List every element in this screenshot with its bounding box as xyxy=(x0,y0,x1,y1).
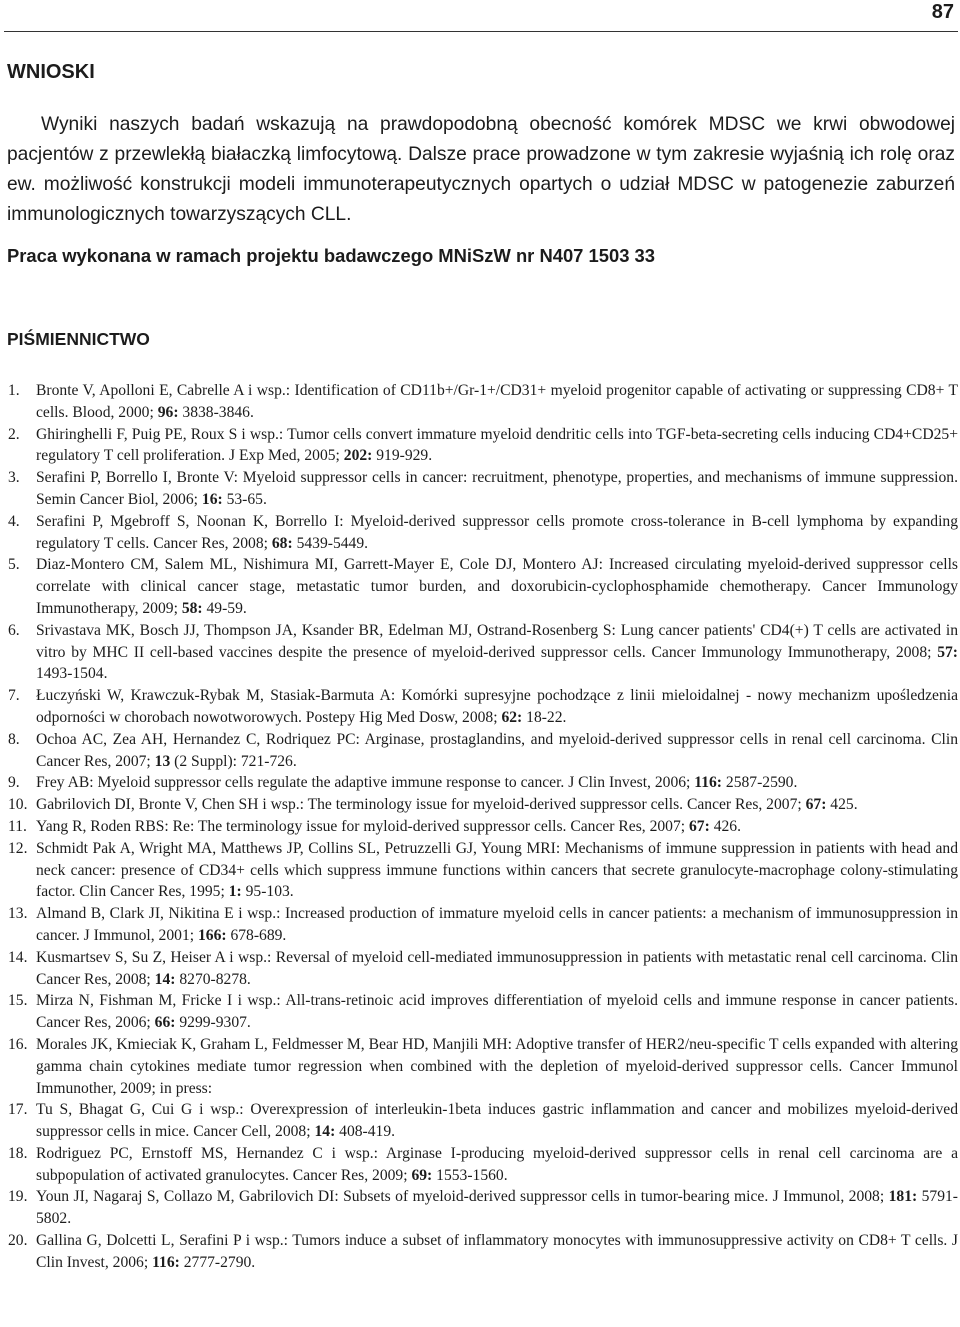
reference-number: 17. xyxy=(8,1101,28,1119)
reference-number: 14. xyxy=(8,948,28,966)
reference-item xyxy=(8,838,958,903)
reference-text: Łuczyński W, Krawczuk-Rybak M, Stasiak-Barmuta A: Komórki supresyjne pochodzące z linii mieloidalnej - nowy mechanizm upośledzenia odporności w chorobach nowotworowych. Postepy Hig Med Dosw, 2008; xyxy=(36,687,958,726)
header-rule xyxy=(4,31,958,32)
reference-pages: 5439-5449. xyxy=(292,534,369,552)
reference-text: Ochoa AC, Zea AH, Hernandez C, Rodriquez PC: Arginase, prostaglandins, and myeloid-derived suppressor cells in renal cell carcinoma. Clin Cancer Res, 2007; xyxy=(36,730,958,770)
reference-volume: 67: xyxy=(689,817,710,835)
reference-text: Schmidt Pak A, Wright MA, Matthews JP, Collins SL, Petruzzelli GJ, Young MRI: Mechanisms of immune suppression in patients with head and neck cancer: presence of CD34+ cells which suppress immune functions within cancers that secrete granulocyte-macrophage colony-stimulating factor. Clin Cancer Res, 1995; xyxy=(36,839,958,901)
reference-number: 6. xyxy=(8,621,20,639)
reference-volume: 66: xyxy=(154,1014,176,1032)
reference-pages: 8270-8278. xyxy=(175,970,251,988)
reference-item xyxy=(8,990,958,1034)
reference-item xyxy=(8,1230,958,1274)
reference-item xyxy=(8,1099,958,1143)
reference-volume: 16: xyxy=(201,490,223,508)
reference-text: Morales JK, Kmieciak K, Graham L, Feldmesser M, Bear HD, Manjili MH: Adoptive transfer of HER2/neu-specific T cells expanded with altering gamma chain cytokines mediate tumor regression when combined with the depletion of myeloid-derived suppressor cells. Cancer Immunol Immunother, 2009; in press: xyxy=(36,1035,958,1097)
reference-volume: 116: xyxy=(152,1253,180,1271)
reference-text: Mirza N, Fishman M, Fricke I i wsp.: All-trans-retinoic acid improves differentiation of myeloid cells and immune response in cancer patients. Cancer Res, 2006; xyxy=(36,992,958,1032)
page-number: 87 xyxy=(931,1,954,23)
references-heading: PIŚMIENNICTWO xyxy=(7,329,150,349)
reference-volume: 69: xyxy=(411,1166,433,1184)
reference-item xyxy=(8,1143,958,1187)
reference-number: 12. xyxy=(8,839,28,857)
reference-text: Kusmartsev S, Su Z, Heiser A i wsp.: Reversal of myeloid cell-mediated immunosuppression in patients with metastatic renal cell carcinoma. Clin Cancer Res, 2008; xyxy=(36,948,958,988)
reference-volume: 67: xyxy=(805,796,827,814)
reference-pages: 5791-5802. xyxy=(36,1188,958,1228)
reference-text: Diaz-Montero CM, Salem ML, Nishimura MI, Garrett-Mayer E, Cole DJ, Montero AJ: Increased circulating myeloid-derived suppressor cells correlate with clinical cancer stage, metastatic tumor burden, and doxorubicin-cyclophosphamide chemotherapy. Cancer Immunology Immunotherapy, 2009; xyxy=(36,556,958,617)
reference-number: 9. xyxy=(8,774,20,792)
reference-text: Frey AB: Myeloid suppressor cells regulate the adaptive immune response to cancer. J Clin Invest, 2006; xyxy=(36,774,695,792)
reference-number: 16. xyxy=(8,1035,28,1053)
reference-text: Srivastava MK, Bosch JJ, Thompson JA, Ksander BR, Edelman MJ, Ostrand-Rosenberg S: Lung cancer patients' CD4(+) T cells are activated in vitro by MHC II cell-based vaccines despite the presence of myeloid-derived suppressor cells. Cancer Immunology Immunotherapy, 2008; xyxy=(36,621,958,661)
reference-pages: 426. xyxy=(709,817,741,835)
reference-volume: 58: xyxy=(181,599,203,617)
reference-text: Ghiringhelli F, Puig PE, Roux S i wsp.: Tumor cells convert immature myeloid dendritic cells into TGF-beta-secreting cells inducing CD4+CD25+ regulatory T cell proliferation. J Exp Med, 2005; xyxy=(36,425,958,465)
reference-text: Rodriguez PC, Ernstoff MS, Hernandez C i wsp.: Arginase I-producing myeloid-derived suppressor cells in renal cell carcinoma are a subpopulation of activated granulocytes. Cancer Res, 2009; xyxy=(36,1144,958,1184)
reference-volume: 96: xyxy=(157,403,179,421)
reference-pages: 95-103. xyxy=(241,883,294,901)
reference-item xyxy=(8,620,958,685)
reference-number: 1. xyxy=(8,382,20,399)
reference-pages: 678-689. xyxy=(226,926,287,944)
references-list xyxy=(8,380,958,1274)
reference-volume: 166: xyxy=(197,926,227,944)
reference-item xyxy=(8,424,958,468)
reference-number: 15. xyxy=(8,992,28,1010)
reference-volume: 13 xyxy=(154,752,171,770)
reference-item xyxy=(8,903,958,947)
reference-pages: 2587-2590. xyxy=(722,774,798,792)
reference-item xyxy=(8,1186,958,1230)
reference-pages: 919-929. xyxy=(372,447,433,465)
reference-item xyxy=(8,1034,958,1099)
reference-pages: (2 Suppl): 721-726. xyxy=(170,752,297,770)
funding-statement: Praca wykonana w ramach projektu badawczego MNiSzW nr N407 1503 33 xyxy=(7,245,656,266)
reference-number: 18. xyxy=(8,1144,28,1162)
reference-number: 11. xyxy=(8,817,27,835)
reference-text: Tu S, Bhagat G, Cui G i wsp.: Overexpression of interleukin-1beta induces gastric inflammation and cancer and mobilizes myeloid-derived suppressor cells in mice. Cancer Cell, 2008; xyxy=(36,1101,958,1141)
reference-item xyxy=(8,794,958,816)
reference-volume: 202: xyxy=(343,447,373,465)
reference-item xyxy=(8,380,958,424)
reference-volume: 57: xyxy=(937,643,958,661)
reference-volume: 14: xyxy=(314,1123,336,1141)
reference-volume: 68: xyxy=(271,534,293,552)
reference-item xyxy=(8,467,958,511)
reference-number: 19. xyxy=(8,1188,28,1206)
reference-text: Almand B, Clark JI, Nikitina E i wsp.: Increased production of immature myeloid cells in cancer patients: a mechanism of immunosuppression in cancer. J Immunol, 2001; xyxy=(36,905,958,944)
reference-number: 5. xyxy=(8,556,20,574)
reference-item xyxy=(8,729,958,773)
reference-pages: 1553-1560. xyxy=(432,1166,508,1184)
reference-text: Bronte V, Apolloni E, Cabrelle A i wsp.: Identification of CD11b+/Gr-1+/CD31+ myeloid progenitor capable of activating or suppressing CD8+ T cells. Blood, 2000; xyxy=(36,382,958,421)
reference-text: Gallina G, Dolcetti L, Serafini P i wsp.: Tumors induce a subset of inflammatory monocytes with immunosuppressive activity on CD8+ T cells. J Clin Invest, 2006; xyxy=(36,1232,958,1271)
reference-text: Serafini P, Borrello I, Bronte V: Myeloid suppressor cells in cancer: recruitment, phenotype, properties, and mechanisms of immune suppression. Semin Cancer Biol, 2006; xyxy=(36,469,958,508)
reference-pages: 2777-2790. xyxy=(179,1253,256,1271)
reference-number: 10. xyxy=(8,796,28,814)
reference-number: 3. xyxy=(8,469,20,487)
reference-volume: 14: xyxy=(154,970,176,988)
reference-pages: 49-59. xyxy=(202,599,247,617)
reference-number: 20. xyxy=(8,1232,28,1250)
reference-item xyxy=(8,772,958,794)
reference-item xyxy=(8,554,958,619)
reference-text: Gabrilovich DI, Bronte V, Chen SH i wsp.: The terminology issue for myeloid-derived suppressor cells. Cancer Res, 2007; xyxy=(36,796,806,814)
reference-pages: 3838-3846. xyxy=(178,403,254,421)
reference-pages: 53-65. xyxy=(222,490,267,508)
reference-volume: 116: xyxy=(694,774,722,792)
reference-number: 8. xyxy=(8,730,20,748)
reference-number: 2. xyxy=(8,425,20,443)
reference-item xyxy=(8,511,958,555)
reference-volume: 181: xyxy=(888,1188,918,1206)
reference-text: Youn JI, Nagaraj S, Collazo M, Gabrilovich DI: Subsets of myeloid-derived suppressor cells in tumor-bearing mice. J Immunol, 2008; xyxy=(36,1188,889,1206)
reference-number: 7. xyxy=(8,687,20,705)
reference-text: Serafini P, Mgebroff S, Noonan K, Borrello I: Myeloid-derived suppressor cells promote cross-tolerance in B-cell lymphoma by expanding regulatory T cells. Cancer Res, 2008; xyxy=(36,512,958,552)
reference-item xyxy=(8,816,958,838)
reference-pages: 1493-1504. xyxy=(36,665,108,683)
reference-item xyxy=(8,685,958,729)
reference-pages: 18-22. xyxy=(522,708,567,726)
reference-text: Yang R, Roden RBS: Re: The terminology issue for myloid-derived suppressor cells. Cancer Res, 2007; xyxy=(36,817,689,835)
conclusions-paragraph: Wyniki naszych badań wskazują na prawdopodobną obecność komórek MDSC we krwi obwodowej pacjentów z przewlekłą białaczką limfocytową. Dalsze prace prowadzone w tym zakresie wyjaśnią ich rolę oraz ew. możliwość konstrukcji modeli immunoterapeutycznych opartych o udział MDSC w patogenezie zaburzeń immunologicznych towarzyszących CLL. xyxy=(7,114,955,225)
reference-number: 13. xyxy=(8,905,28,923)
conclusions-heading: WNIOSKI xyxy=(7,61,95,83)
reference-pages: 9299-9307. xyxy=(175,1014,251,1032)
reference-item xyxy=(8,947,958,991)
reference-volume: 62: xyxy=(501,708,523,726)
reference-number: 4. xyxy=(8,512,20,530)
reference-pages: 425. xyxy=(826,796,858,814)
reference-pages: 408-419. xyxy=(335,1123,396,1141)
reference-volume: 1: xyxy=(228,883,242,901)
